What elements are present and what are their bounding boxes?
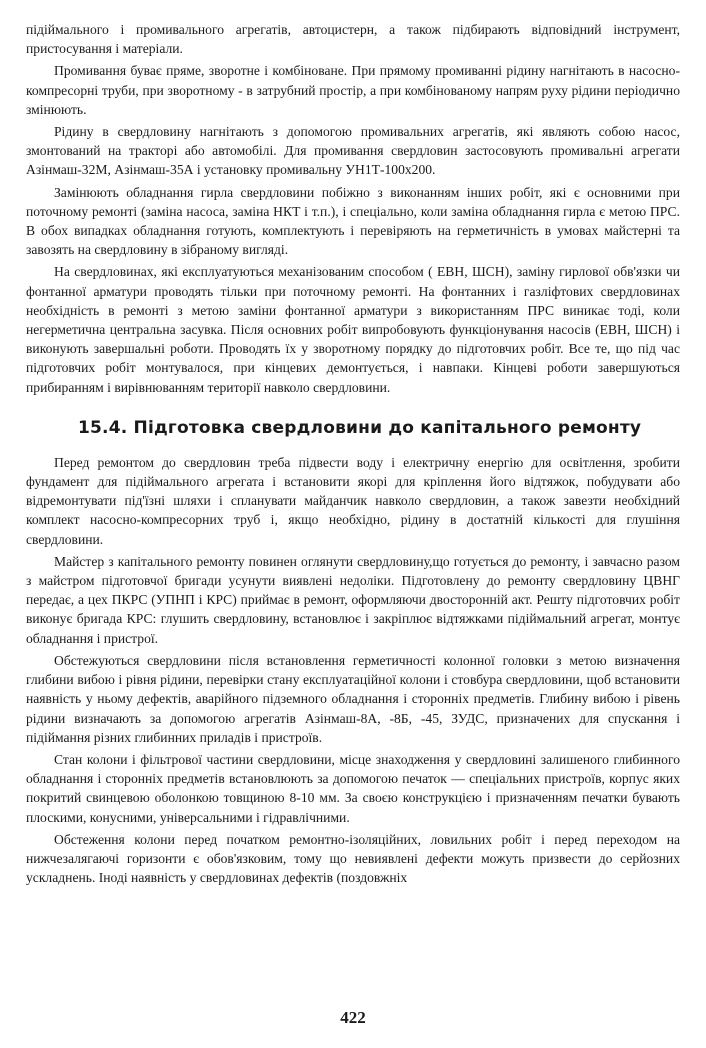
paragraph: Обстежуються свердловини після встановлення герметичності колонної головки з метою визначення глибини вибою і рівня рідини, перевірки стану експлуатаційної колони і стовбура свердловини, щоб встановити наявність у ньому дефектів, аварійного підземного обладнання і сторонніх предметів. Глибину вибою і рівень рідини визначають за допомогою агрегатів Азінмаш-8А, -8Б, -45, ЗУДС, призначених для спускання і підіймання різних глибинних приладів і пристроїв.	[26, 652, 680, 745]
paragraph: Майстер з капітального ремонту повинен оглянути свердловину,що готується до ремонту, і завчасно разом з майстром підготовчої бригади усунути виявлені недоліки. Підготовлену до ремонту свердловину ЦВНГ передає, а цех ПКРС (УПНП і КРС) приймає в ремонт, оформляючи двосторонній акт. Решту підготовчих робіт виконує бригада КРС: глушить свердловину, встановлює і закріплює відтяжками підіймальний агрегат, монтує обладнання і пристрої.	[26, 553, 680, 646]
paragraph: Перед ремонтом до свердловин треба підвести воду і електричну енергію для освітлення, зробити фундамент для підіймального агрегата і встановити якорі для кріплення його відтяжок, побудувати або відремонтувати під'їзні шляхи і спланувати майданчик навколо свердловин, а також завезти необхідний комплект насосно-компресорних труб і, якщо необхідно, рідину в достатній кількості для глушіння свердловини.	[26, 454, 680, 547]
paragraph: На свердловинах, які експлуатуються механізованим способом ( ЕВН, ШСН), заміну гирлової обв'язки чи фонтанної арматури проводять тільки при поточному ремонті. На фонтанних і газліфтових свердловинах необхідність в ремонті з метою заміни фонтанної арматури з використанням ПРС виникає тоді, коли негерметична центральна засувка. Після основних робіт випробовують функціонування насосів (ЕВН, ШСН) і виконують завершальні роботи. Проводять їх у зворотному порядку до підготовчих робіт. Все те, що під час підготовчих робіт монтувалося, при кінцевих демонтується, і навпаки. Кінцеві роботи завершуються прибиранням і вирівнюванням території навколо свердловини.	[26, 264, 680, 395]
page-number: 422	[340, 1008, 366, 1027]
paragraph: підіймального і промивального агрегатів, автоцистерн, а також підбирають відповідний інструмент, пристосування і матеріали.	[26, 22, 680, 57]
paragraph: Обстеження колони перед початком ремонтно-ізоляційних, ловильних робіт і перед переходом на нижчезалягаючі горизонти є обов'язковим, тому що невиявлені дефекти можуть призвести до серйозних ускладнень. Іноді наявність у свердловинах дефектів (поздовжніх	[26, 831, 680, 886]
section-title: 15.4. Підготовка свердловини до капітального ремонту	[78, 417, 642, 438]
paragraph: Замінюють обладнання гирла свердловини побіжно з виконанням інших робіт, які є основними при поточному ремонті (заміна насоса, заміна НКТ і т.п.), і спеціально, коли заміна обладнання гирла є метою ПРС. В обох випадках обладнання готують, комплектують і перевіряють на герметичність в умовах майстерні та завозять на свердловину в зібраному вигляді.	[26, 184, 680, 258]
paragraph: Рідину в свердловину нагнітають з допомогою промивальних агрегатів, які являють собою насос, змонтований на тракторі або автомобілі. Для промивання свердловин застосовують промивальні агрегати Азінмаш-32М, Азінмаш-35А і установку промивальну УН1Т-100х200.	[26, 124, 680, 178]
paragraph: Стан колони і фільтрової частини свердловини, місце знаходження у свердловині залишеного глибинного обладнання і сторонніх предметів встановлюють за допомогою печаток — спеціальних пристроїв, корпус яких покритий свинцевою оболонкою товщиною 8-10 мм. За своєю конструкцією і призначенням печатки бувають плоскими, конусними, універсальними і гідравлічними.	[26, 751, 680, 825]
paragraph: Промивання буває пряме, зворотне і комбіноване. При прямому промиванні рідину нагнітають в насосно-компресорні труби, при зворотному - в затрубний простір, а при комбінованому напрям руху рідини періодично змінюють.	[26, 63, 680, 117]
